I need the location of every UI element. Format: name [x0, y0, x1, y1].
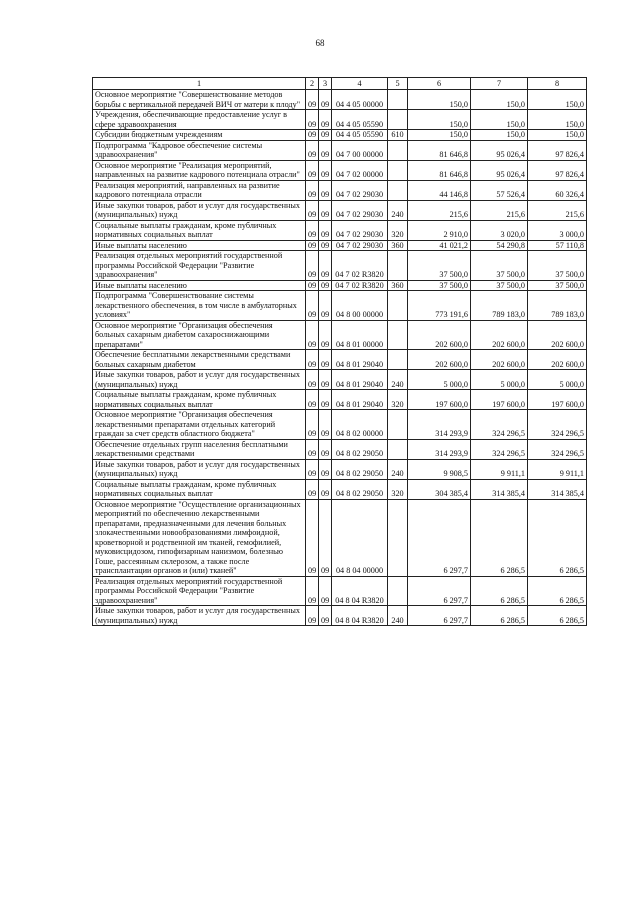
row-amount-col6: 37 500,0: [408, 280, 471, 291]
row-amount-col8: 3 000,0: [528, 220, 587, 240]
row-target-article-code: 04 8 01 29040: [332, 350, 388, 370]
table-row: [93, 439, 587, 459]
row-subsection-code: 09: [319, 606, 332, 626]
row-target-article-code: 04 7 02 29030: [332, 220, 388, 240]
row-name: Учреждения, обеспечивающие предоставление услуг в сфере здравоохранения: [93, 110, 306, 130]
row-amount-col7: 57 526,4: [471, 180, 528, 200]
row-target-article-code: 04 4 05 05590: [332, 110, 388, 130]
column-header: 3: [319, 78, 332, 90]
row-amount-col8: 324 296,5: [528, 410, 587, 440]
row-expense-type-code: [388, 576, 408, 606]
row-subsection-code: 09: [319, 251, 332, 281]
row-amount-col7: 9 911,1: [471, 459, 528, 479]
row-amount-col8: 197 600,0: [528, 390, 587, 410]
row-amount-col8: 57 110,8: [528, 240, 587, 251]
row-amount-col8: 37 500,0: [528, 251, 587, 281]
row-amount-col6: 81 646,8: [408, 160, 471, 180]
row-name: Реализация мероприятий, направленных на развитие кадрового потенциала отрасли: [93, 180, 306, 200]
row-amount-col7: 150,0: [471, 130, 528, 141]
table-row: [93, 280, 587, 291]
table-row: [93, 180, 587, 200]
row-subsection-code: 09: [319, 459, 332, 479]
row-expense-type-code: 320: [388, 390, 408, 410]
row-name: Подпрограмма "Совершенствование системы лекарственного обеспечения, в том числе в амбулаторных условиях": [93, 291, 306, 321]
row-amount-col8: 150,0: [528, 110, 587, 130]
row-amount-col8: 6 286,5: [528, 606, 587, 626]
row-amount-col8: 789 183,0: [528, 291, 587, 321]
row-subsection-code: 09: [319, 110, 332, 130]
row-section-code: 09: [306, 251, 319, 281]
row-amount-col7: 314 385,4: [471, 479, 528, 499]
row-name: Подпрограмма "Кадровое обеспечение системы здравоохранения": [93, 140, 306, 160]
row-amount-col6: 202 600,0: [408, 320, 471, 350]
row-subsection-code: 09: [319, 200, 332, 220]
row-amount-col6: 44 146,8: [408, 180, 471, 200]
table-row: [93, 370, 587, 390]
row-expense-type-code: [388, 90, 408, 110]
row-amount-col8: 97 826,4: [528, 160, 587, 180]
row-expense-type-code: 360: [388, 240, 408, 251]
row-amount-col6: 202 600,0: [408, 350, 471, 370]
row-section-code: 09: [306, 140, 319, 160]
row-amount-col6: 81 646,8: [408, 140, 471, 160]
row-name: Иные закупки товаров, работ и услуг для государственных (муниципальных) нужд: [93, 370, 306, 390]
row-amount-col6: 150,0: [408, 110, 471, 130]
row-name: Социальные выплаты гражданам, кроме публичных нормативных социальных выплат: [93, 220, 306, 240]
row-name: Обеспечение бесплатными лекарственными средствами больных сахарным диабетом: [93, 350, 306, 370]
row-target-article-code: 04 8 01 29040: [332, 390, 388, 410]
row-expense-type-code: 610: [388, 130, 408, 141]
row-amount-col7: 789 183,0: [471, 291, 528, 321]
column-header: 1: [93, 78, 306, 90]
row-name: Реализация отдельных мероприятий государственной программы Российской Федерации "Развитие здравоохранения": [93, 576, 306, 606]
row-amount-col6: 2 910,0: [408, 220, 471, 240]
row-expense-type-code: 240: [388, 459, 408, 479]
row-subsection-code: 09: [319, 499, 332, 576]
row-amount-col7: 6 286,5: [471, 499, 528, 576]
row-name: Иные закупки товаров, работ и услуг для государственных (муниципальных) нужд: [93, 459, 306, 479]
table-row: [93, 240, 587, 251]
row-section-code: 09: [306, 320, 319, 350]
row-amount-col7: 5 000,0: [471, 370, 528, 390]
row-target-article-code: 04 8 02 29050: [332, 439, 388, 459]
row-subsection-code: 09: [319, 439, 332, 459]
row-name: Основное мероприятие "Организация обеспечения больных сахарным диабетом сахароснижающими препаратами": [93, 320, 306, 350]
table-row: [93, 291, 587, 321]
table-row: [93, 410, 587, 440]
row-amount-col8: 60 326,4: [528, 180, 587, 200]
table-row: [93, 140, 587, 160]
row-target-article-code: 04 7 02 29030: [332, 200, 388, 220]
row-section-code: 09: [306, 110, 319, 130]
column-header: 6: [408, 78, 471, 90]
row-amount-col8: 150,0: [528, 130, 587, 141]
row-amount-col7: 95 026,4: [471, 160, 528, 180]
row-amount-col6: 150,0: [408, 130, 471, 141]
row-section-code: 09: [306, 606, 319, 626]
row-amount-col8: 5 000,0: [528, 370, 587, 390]
row-target-article-code: 04 7 02 R3820: [332, 280, 388, 291]
table-row: [93, 110, 587, 130]
row-subsection-code: 09: [319, 180, 332, 200]
row-expense-type-code: 240: [388, 370, 408, 390]
row-expense-type-code: [388, 160, 408, 180]
row-target-article-code: 04 8 02 00000: [332, 410, 388, 440]
row-amount-col8: 37 500,0: [528, 280, 587, 291]
row-target-article-code: 04 8 01 00000: [332, 320, 388, 350]
row-amount-col6: 5 000,0: [408, 370, 471, 390]
row-amount-col8: 202 600,0: [528, 350, 587, 370]
row-target-article-code: 04 4 05 00000: [332, 90, 388, 110]
row-subsection-code: 09: [319, 220, 332, 240]
page-number: 68: [315, 38, 325, 48]
row-amount-col6: 314 293,9: [408, 439, 471, 459]
row-section-code: 09: [306, 390, 319, 410]
row-section-code: 09: [306, 130, 319, 141]
row-section-code: 09: [306, 220, 319, 240]
budget-table: [92, 77, 587, 626]
row-subsection-code: 09: [319, 240, 332, 251]
row-name: Основное мероприятие "Осуществление организационных мероприятий по обеспечению лекарственными препаратами, предназначенными для лечения больных злокачественными новообразованиями лимфоидной, кроветворной и родственной им тканей, гемофилией, муковисцидозом, гипофизарным нанизмом, болезнью Гоше, рассеянным склерозом, а также после трансплантации органов и (или) тканей": [93, 499, 306, 576]
table-row: [93, 479, 587, 499]
row-name: Иные выплаты населению: [93, 240, 306, 251]
row-section-code: 09: [306, 499, 319, 576]
row-expense-type-code: [388, 410, 408, 440]
row-amount-col6: 41 021,2: [408, 240, 471, 251]
row-section-code: 09: [306, 291, 319, 321]
row-amount-col6: 304 385,4: [408, 479, 471, 499]
row-name: Реализация отдельных мероприятий государственной программы Российской Федерации "Развитие здравоохранения": [93, 251, 306, 281]
table-row: [93, 251, 587, 281]
row-subsection-code: 09: [319, 576, 332, 606]
row-subsection-code: 09: [319, 410, 332, 440]
row-section-code: 09: [306, 439, 319, 459]
row-amount-col8: 97 826,4: [528, 140, 587, 160]
row-amount-col8: 9 911,1: [528, 459, 587, 479]
row-target-article-code: 04 7 02 R3820: [332, 251, 388, 281]
row-name: Основное мероприятие "Организация обеспечения лекарственными препаратами отдельных категорий граждан за счет средств областного бюджета": [93, 410, 306, 440]
column-header: 5: [388, 78, 408, 90]
row-expense-type-code: [388, 439, 408, 459]
row-subsection-code: 09: [319, 280, 332, 291]
table-row: [93, 499, 587, 576]
row-subsection-code: 09: [319, 390, 332, 410]
row-amount-col6: 773 191,6: [408, 291, 471, 321]
row-target-article-code: 04 7 02 29030: [332, 240, 388, 251]
row-name: Иные закупки товаров, работ и услуг для государственных (муниципальных) нужд: [93, 200, 306, 220]
row-target-article-code: 04 8 04 R3820: [332, 606, 388, 626]
row-target-article-code: 04 8 02 29050: [332, 459, 388, 479]
row-expense-type-code: 240: [388, 200, 408, 220]
row-amount-col6: 314 293,9: [408, 410, 471, 440]
row-subsection-code: 09: [319, 291, 332, 321]
row-amount-col7: 202 600,0: [471, 320, 528, 350]
row-section-code: 09: [306, 240, 319, 251]
table-row: [93, 576, 587, 606]
row-amount-col7: 324 296,5: [471, 410, 528, 440]
table-body: [93, 90, 587, 626]
row-name: Основное мероприятие "Совершенствование методов борьбы с вертикальной передачей ВИЧ от матери к плоду": [93, 90, 306, 110]
row-expense-type-code: [388, 251, 408, 281]
column-header: 2: [306, 78, 319, 90]
row-subsection-code: 09: [319, 370, 332, 390]
table-row: [93, 350, 587, 370]
row-expense-type-code: 360: [388, 280, 408, 291]
row-target-article-code: 04 8 04 R3820: [332, 576, 388, 606]
row-section-code: 09: [306, 90, 319, 110]
row-name: Иные выплаты населению: [93, 280, 306, 291]
table-row: [93, 459, 587, 479]
table-row: [93, 606, 587, 626]
row-amount-col7: 6 286,5: [471, 606, 528, 626]
row-amount-col8: 202 600,0: [528, 320, 587, 350]
table-row: [93, 90, 587, 110]
row-section-code: 09: [306, 160, 319, 180]
row-expense-type-code: [388, 350, 408, 370]
row-amount-col7: 3 020,0: [471, 220, 528, 240]
row-amount-col6: 215,6: [408, 200, 471, 220]
row-section-code: 09: [306, 459, 319, 479]
row-amount-col7: 215,6: [471, 200, 528, 220]
row-amount-col7: 150,0: [471, 90, 528, 110]
row-section-code: 09: [306, 576, 319, 606]
row-name: Социальные выплаты гражданам, кроме публичных нормативных социальных выплат: [93, 479, 306, 499]
row-expense-type-code: [388, 140, 408, 160]
row-amount-col7: 324 296,5: [471, 439, 528, 459]
row-target-article-code: 04 7 02 29030: [332, 180, 388, 200]
row-section-code: 09: [306, 180, 319, 200]
table-row: [93, 220, 587, 240]
row-target-article-code: 04 8 00 00000: [332, 291, 388, 321]
row-target-article-code: 04 7 00 00000: [332, 140, 388, 160]
row-amount-col6: 6 297,7: [408, 576, 471, 606]
row-name: Социальные выплаты гражданам, кроме публичных нормативных социальных выплат: [93, 390, 306, 410]
row-expense-type-code: 240: [388, 606, 408, 626]
row-target-article-code: 04 7 02 00000: [332, 160, 388, 180]
row-expense-type-code: [388, 110, 408, 130]
row-expense-type-code: [388, 499, 408, 576]
row-expense-type-code: [388, 180, 408, 200]
row-target-article-code: 04 4 05 05590: [332, 130, 388, 141]
row-expense-type-code: 320: [388, 220, 408, 240]
row-section-code: 09: [306, 280, 319, 291]
row-amount-col8: 314 385,4: [528, 479, 587, 499]
row-target-article-code: 04 8 02 29050: [332, 479, 388, 499]
row-amount-col7: 202 600,0: [471, 350, 528, 370]
row-amount-col6: 9 908,5: [408, 459, 471, 479]
row-section-code: 09: [306, 479, 319, 499]
row-expense-type-code: [388, 320, 408, 350]
row-target-article-code: 04 8 01 29040: [332, 370, 388, 390]
row-subsection-code: 09: [319, 90, 332, 110]
row-name: Субсидии бюджетным учреждениям: [93, 130, 306, 141]
row-amount-col7: 54 290,8: [471, 240, 528, 251]
row-name: Иные закупки товаров, работ и услуг для государственных (муниципальных) нужд: [93, 606, 306, 626]
table-row: [93, 390, 587, 410]
row-subsection-code: 09: [319, 130, 332, 141]
row-expense-type-code: [388, 291, 408, 321]
table-row: [93, 200, 587, 220]
row-amount-col8: 215,6: [528, 200, 587, 220]
row-amount-col7: 95 026,4: [471, 140, 528, 160]
row-amount-col8: 324 296,5: [528, 439, 587, 459]
row-section-code: 09: [306, 410, 319, 440]
row-amount-col6: 37 500,0: [408, 251, 471, 281]
column-header: 8: [528, 78, 587, 90]
row-amount-col7: 6 286,5: [471, 576, 528, 606]
row-amount-col7: 37 500,0: [471, 280, 528, 291]
row-name: Обеспечение отдельных групп населения бесплатными лекарственными средствами: [93, 439, 306, 459]
row-amount-col6: 197 600,0: [408, 390, 471, 410]
table-row: [93, 130, 587, 141]
row-subsection-code: 09: [319, 320, 332, 350]
row-subsection-code: 09: [319, 479, 332, 499]
row-amount-col8: 6 286,5: [528, 576, 587, 606]
row-amount-col7: 150,0: [471, 110, 528, 130]
row-name: Основное мероприятие "Реализация мероприятий, направленных на развитие кадрового потенциала отрасли": [93, 160, 306, 180]
column-header: 7: [471, 78, 528, 90]
row-amount-col7: 197 600,0: [471, 390, 528, 410]
row-target-article-code: 04 8 04 00000: [332, 499, 388, 576]
table-row: [93, 160, 587, 180]
row-amount-col6: 6 297,7: [408, 499, 471, 576]
row-subsection-code: 09: [319, 160, 332, 180]
row-subsection-code: 09: [319, 140, 332, 160]
table-header-row: [93, 78, 587, 90]
row-amount-col6: 150,0: [408, 90, 471, 110]
column-header: 4: [332, 78, 388, 90]
row-amount-col7: 37 500,0: [471, 251, 528, 281]
row-expense-type-code: 320: [388, 479, 408, 499]
row-amount-col8: 150,0: [528, 90, 587, 110]
row-amount-col6: 6 297,7: [408, 606, 471, 626]
row-amount-col8: 6 286,5: [528, 499, 587, 576]
row-section-code: 09: [306, 370, 319, 390]
row-subsection-code: 09: [319, 350, 332, 370]
row-section-code: 09: [306, 200, 319, 220]
table-row: [93, 320, 587, 350]
row-section-code: 09: [306, 350, 319, 370]
